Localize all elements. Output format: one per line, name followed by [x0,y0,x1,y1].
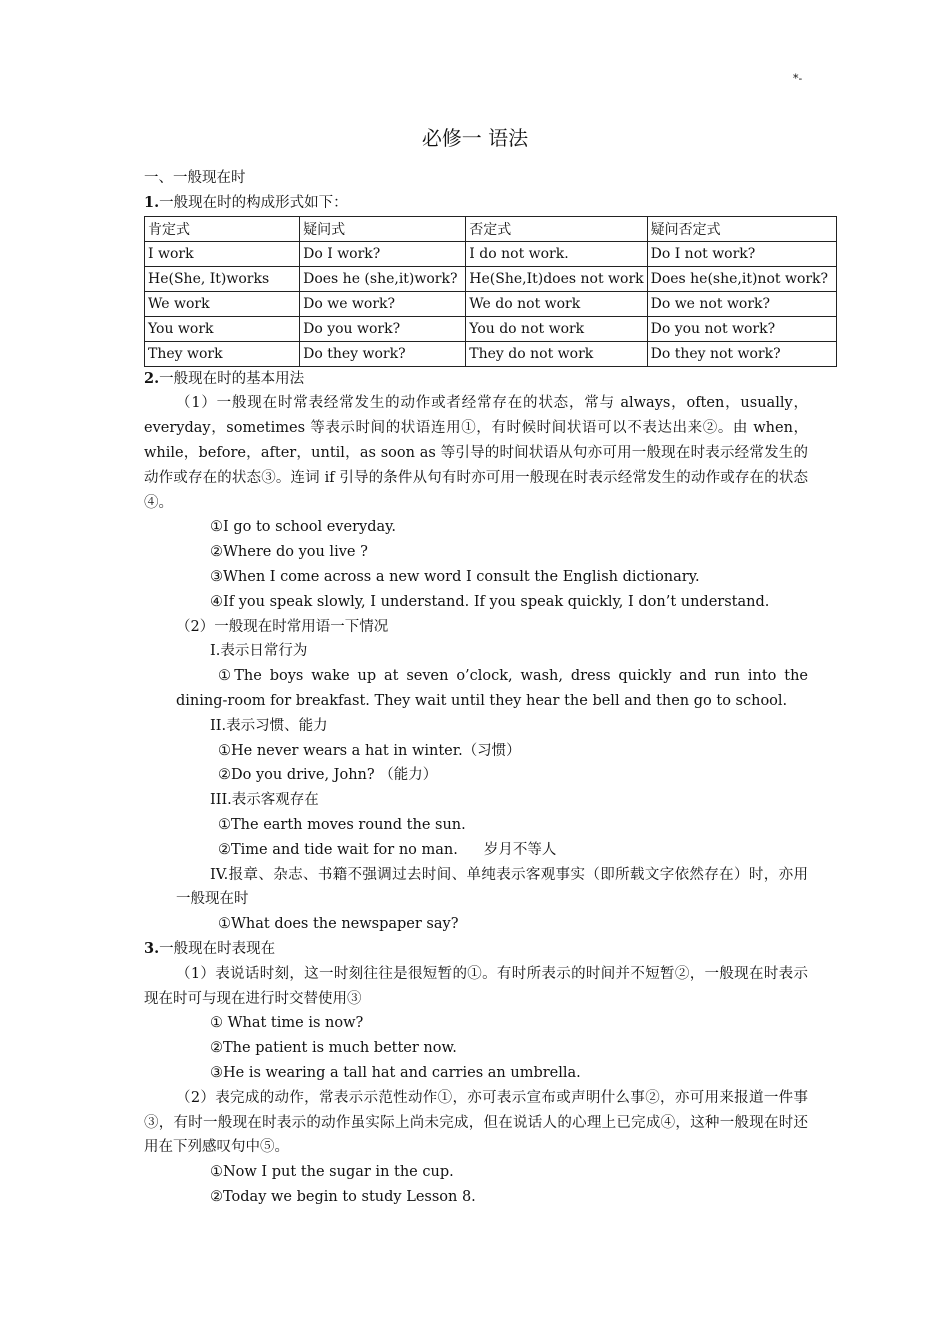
example-sentence: ①He never wears a hat in winter.（习惯） [218,742,521,759]
table-cell: Do we not work? [647,291,836,316]
example-sentence: ①What does the newspaper say? [218,916,459,933]
usage-heading: I.表示日常行为 [210,643,308,660]
example-sentence: ④If you speak slowly, I understand. If you speak quickly, I don’t understand. [210,593,770,610]
table-cell: Do you work? [300,316,466,341]
table-cell: We work [145,291,300,316]
table-row [145,266,837,291]
table-cell: You do not work [466,316,647,341]
paragraph: （2）一般现在时常用语一下情况 [176,618,389,635]
table-cell: Do they work? [300,341,466,366]
table-header: 疑问式 [300,216,466,241]
example-sentence: ①The earth moves round the sun. [218,816,466,833]
table-cell: Do they not work? [647,341,836,366]
table-cell: Does he(she,it)not work? [647,266,836,291]
table-cell: Do I not work? [647,241,836,266]
table-row [145,241,837,266]
subsection-heading [144,191,808,216]
subsection-heading [144,937,808,962]
table-cell: Do I work? [300,241,466,266]
example-sentence: ①I go to school everyday. [210,519,397,536]
table-cell: You work [145,316,300,341]
usage-heading: III.表示客观存在 [210,792,319,809]
conjugation-table [144,216,837,367]
table-cell: Does he (she,it)work? [300,266,466,291]
example-sentence: ②Where do you live ? [210,544,368,561]
table-cell: We do not work [466,291,647,316]
table-row [145,341,837,366]
table-cell: I do not work. [466,241,647,266]
example-sentence: ①Now I put the sugar in the cup. [210,1164,454,1181]
table-cell: He(She, It)works [145,266,300,291]
example-translation: 岁月不等人 [483,841,557,858]
subsection-text: 一般现在时的基本用法 [159,370,305,387]
example-sentence: ③He is wearing a tall hat and carries an umbrella. [210,1064,581,1081]
example-sentence: ① What time is now? [210,1015,364,1032]
table-header: 肯定式 [145,216,300,241]
section-heading: 一、一般现在时 [144,170,246,186]
page-mark: *- [793,72,803,85]
example-text: ②Time and tide wait for no man. [218,841,458,858]
usage-heading: IV.报章、杂志、书籍不强调过去时间、单纯表示客观事实（即所载文字依然存在）时，亦用一般现在时 [176,866,808,908]
example-sentence [144,838,808,863]
table-cell: I work [145,241,300,266]
table-cell: They work [145,341,300,366]
subsection-text: 一般现在时表现在 [159,940,276,957]
paragraph: （1）表说话时刻，这一时刻往往是很短暂的①。有时所表示的时间并不短暂②，一般现在时表示现在时可与现在进行时交替使用③ [144,965,808,1007]
usage-heading: II.表示习惯、能力 [210,717,328,734]
table-cell: Do we work? [300,291,466,316]
example-sentence: ③When I come across a new word I consult the English dictionary. [210,568,700,585]
subsection-heading [144,367,808,392]
table-cell: He(She,It)does not work [466,266,647,291]
example-sentence: ②Do you drive, John? （能力） [218,767,438,784]
subsection-number: 2. [144,369,160,387]
table-cell: They do not work [466,341,647,366]
table-row [145,316,837,341]
example-sentence: ②The patient is much better now. [210,1040,457,1057]
table-cell: Do you not work? [647,316,836,341]
table-row [145,291,837,316]
table-header: 疑问否定式 [647,216,836,241]
subsection-text: 一般现在时的构成形式如下： [159,194,348,211]
table-header-row [145,216,837,241]
subsection-number: 3. [144,939,160,957]
example-sentence: ②Today we begin to study Lesson 8. [210,1188,476,1205]
table-header: 否定式 [466,216,647,241]
example-sentence: ①The boys wake up at seven o’clock, wash, dress quickly and run into the dining-room for breakfast. They wait until they hear the bell and then go to school. [176,668,808,709]
subsection-number: 1. [144,193,160,211]
paragraph: （1）一般现在时常表经常发生的动作或者经常存在的状态，常与 always，often，usually，everyday，sometimes 等表示时间的状语连用①，有时候时间状语可以不表达出来②。由 when，while，before，after，until，as soon as 等引导的时间状语从句亦可用一般现在时表示经常发生的动作或存在的状态③。连词 if 引导的条件从句有时亦可用一般现在时表示经常发生的动作或存在的状态④。 [144,395,808,511]
page-title: 必修一 语法 [421,126,529,150]
document-body [144,166,829,1210]
paragraph: （2）表完成的动作，常表示示范性动作①，亦可表示宣布或声明什么事②，亦可用来报道一件事③，有时一般现在时表示的动作虽实际上尚未完成，但在说话人的心理上已完成④，这种一般现在时还用在下列感叹句中⑤。 [144,1089,808,1156]
